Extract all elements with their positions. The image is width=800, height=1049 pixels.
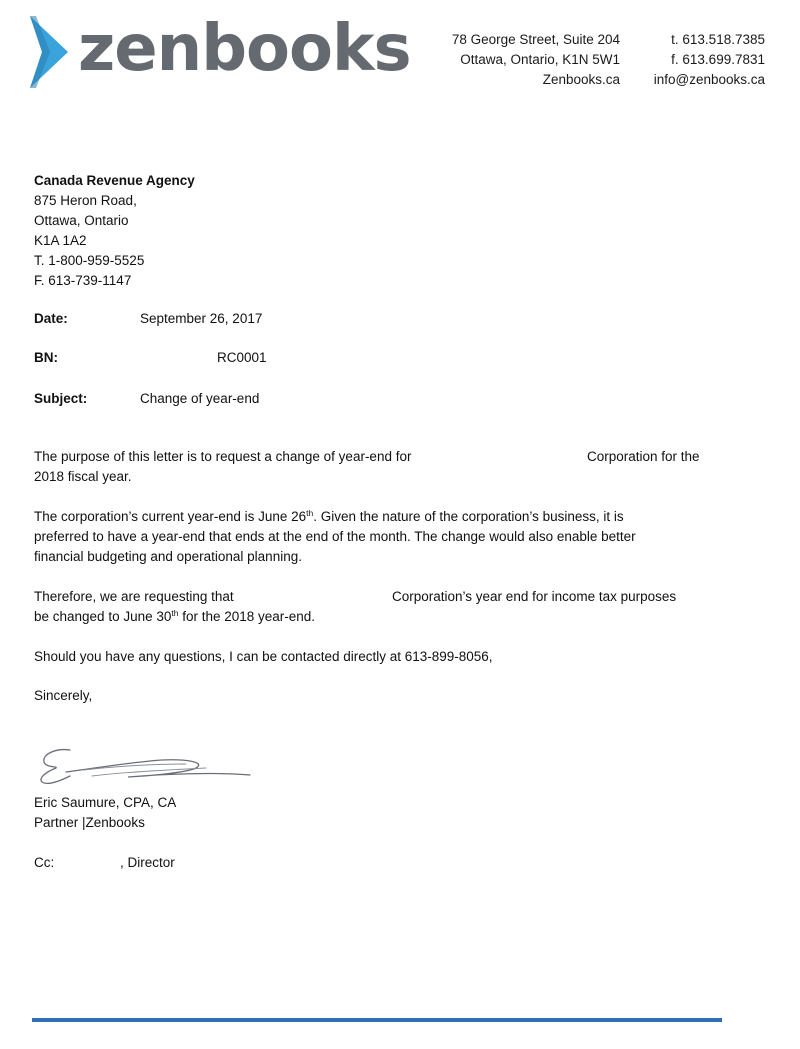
signatory-name: Eric Saumure, CPA, CA — [34, 795, 177, 810]
closing — [34, 686, 734, 706]
subject-value: Change of year-end — [140, 391, 260, 406]
cc-value: , Director — [120, 855, 175, 870]
address-city: Ottawa, Ontario, K1N 5W1 — [460, 52, 620, 67]
p4-text: Should you have any questions, I can be contacted directly at 613-899-8056, — [34, 649, 493, 664]
cc-label: Cc: — [34, 855, 55, 870]
date-value: September 26, 2017 — [140, 311, 263, 326]
closing-text: Sincerely, — [34, 688, 93, 703]
p2-line1-end: . Given the nature of the corporation’s business, it is — [313, 509, 624, 524]
signatory-title: Partner |Zenbooks — [34, 815, 145, 830]
p2-superscript: th — [306, 508, 314, 518]
recipient-organization: Canada Revenue Agency — [34, 173, 195, 188]
letterhead — [0, 0, 800, 100]
p1-line2: 2018 fiscal year. — [34, 469, 132, 484]
p3-superscript: th — [171, 608, 179, 618]
bn-value: RC0001 — [217, 350, 267, 365]
date-label: Date: — [34, 311, 68, 326]
p2-line3: financial budgeting and operational planning. — [34, 549, 302, 564]
company-phone: t. 613.518.7385 — [671, 32, 765, 47]
company-fax: f. 613.699.7831 — [671, 52, 765, 67]
paragraph-current-year-end — [34, 507, 734, 567]
recipient-address — [34, 171, 195, 291]
paragraph-request — [34, 587, 734, 627]
recipient-street: 875 Heron Road, — [34, 193, 137, 208]
footer-rule — [32, 1018, 722, 1022]
p1-line1-start: The purpose of this letter is to request a change of year-end for — [34, 449, 412, 464]
recipient-phone: T. 1-800-959-5525 — [34, 253, 145, 268]
p1-line1-end: Corporation for the — [587, 449, 700, 464]
p2-line1-start: The corporation’s current year-end is June 26 — [34, 509, 307, 524]
cc-line — [34, 853, 175, 873]
subject-label: Subject: — [34, 391, 88, 406]
zenbooks-logo-icon — [28, 14, 72, 90]
recipient-postal: K1A 1A2 — [34, 233, 87, 248]
company-contact — [654, 30, 765, 90]
p3-line2-start: be changed to June 30 — [34, 609, 172, 624]
company-address — [452, 30, 620, 90]
p2-line2: preferred to have a year-end that ends at the end of the month. The change would also enable better — [34, 529, 636, 544]
handwritten-signature — [36, 742, 258, 788]
paragraph-purpose — [34, 447, 734, 487]
recipient-fax: F. 613-739-1147 — [34, 273, 132, 288]
company-website: Zenbooks.ca — [542, 72, 620, 87]
brand-wordmark: zenbooks — [78, 12, 411, 86]
subject-field — [34, 389, 260, 409]
p3-line1-end: Corporation’s year end for income tax purposes — [392, 589, 677, 604]
p3-line2-end: for the 2018 year-end. — [178, 609, 316, 624]
bn-label: BN: — [34, 350, 58, 365]
bn-field — [34, 348, 267, 368]
p3-line1-start: Therefore, we are requesting that — [34, 589, 234, 604]
address-street: 78 George Street, Suite 204 — [451, 32, 620, 47]
date-field — [34, 309, 263, 329]
paragraph-contact — [34, 647, 734, 667]
signatory-block — [34, 793, 176, 833]
recipient-city: Ottawa, Ontario — [34, 213, 129, 228]
company-email: info@zenbooks.ca — [653, 72, 765, 87]
